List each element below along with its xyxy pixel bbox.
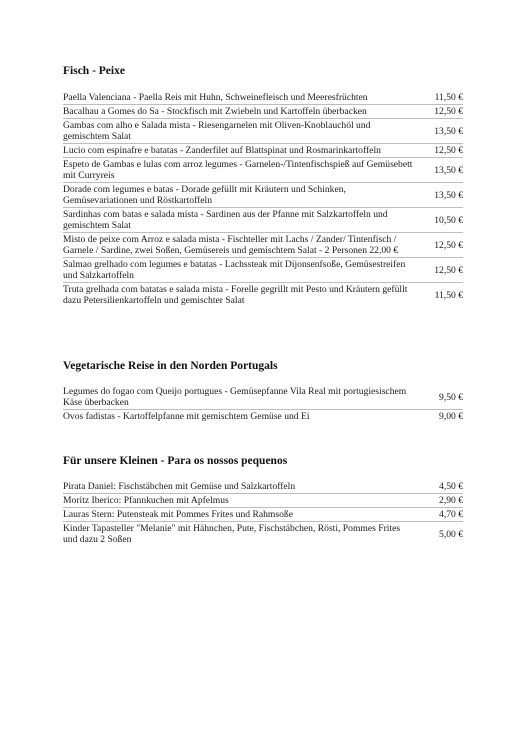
menu-item [63,104,463,118]
item-description: Bacalhau a Gomes do Sa - Stockfisch mit Zwiebeln und Kartoffeln überbacken [63,106,367,117]
menu-item [63,409,463,423]
item-description: Misto de peixe com Arroz e salada mista - Fischteller mit Lachs / Zander/ Tintenfisch / Garnele / Sardine, zwei Soßen, Gemüsereis und gemischtem Salat - 2 Personen 22,00 € [63,234,399,256]
menu-item [63,91,463,104]
item-price: 5,00 € [439,528,463,540]
item-description: Paella Valenciana - Paella Reis mit Huhn, Schweinefleisch und Meeresfrüchten [63,92,368,103]
section-kinder [63,454,463,546]
item-description: Salmao grelhado com legumes e batatas - Lachssteak mit Dijonsenfsoße, Gemüsestreifen und Salzkartoffeln [63,259,406,281]
section-title: Fisch - Peixe [63,65,125,77]
item-description: Ovos fadistas - Kartoffelpfanne mit gemischtem Gemüse und Ei [63,411,310,422]
item-description: Lauras Stern: Putensteak mit Pommes Frites und Rahmsoße [63,509,293,520]
section-title: Vegetarische Reise in den Norden Portugals [63,360,278,372]
item-price: 13,50 € [434,189,463,201]
item-description: Sardinhas com batas e salada mista - Sardinen aus der Pfanne mit Salzkartoffeln und gemischtem Salat [63,209,388,231]
item-description: Kinder Tapasteller "Melanie" mit Hähnchen, Pute, Fischstäbchen, Rösti, Pommes Frites und dazu 2 Soßen [63,523,401,545]
section-title: Für unsere Kleinen - Para os nossos pequenos [63,455,288,467]
item-description: Moritz Iberico: Pfannkuchen mit Apfelmus [63,495,229,506]
item-description: Gambas com alho e Salada mista - Riesengarnelen mit Oliven-Knoblauchöl und gemischtem Salat [63,120,371,142]
item-description: Legumes do fogao com Queijo portugues - Gemüsepfanne Vila Real mit portugiesischem Käse überbacken [63,386,407,408]
menu-item [63,385,463,409]
item-price: 11,50 € [434,92,463,103]
menu-item [63,157,463,182]
item-price: 4,70 € [439,509,463,520]
menu-item [63,232,463,257]
menu-item [63,521,463,546]
menu-item [63,493,463,507]
menu-item [63,143,463,157]
menu-item [63,282,463,307]
item-price: 13,50 € [434,125,463,137]
item-list [63,385,463,423]
item-price: 12,50 € [434,106,463,117]
item-price: 12,50 € [434,239,463,251]
item-list [63,480,463,546]
item-price: 12,50 € [434,145,463,156]
menu-item [63,480,463,493]
menu-item [63,207,463,232]
item-description: Pirata Daniel: Fischstäbchen mit Gemüse und Salzkartoffeln [63,481,296,492]
section-fisch [63,64,463,307]
item-list [63,91,463,307]
item-price: 9,50 € [439,391,463,403]
item-price: 12,50 € [434,264,463,276]
section-vegetarisch [63,359,463,423]
item-price: 9,00 € [439,411,463,422]
menu-item [63,257,463,282]
item-price: 2,90 € [439,495,463,506]
item-description: Lucio com espinafre e batatas - Zanderfilet auf Blattspinat und Rosmarinkartoffeln [63,145,381,156]
item-description: Dorade com legumes e batas - Dorade gefüllt mit Kräutern und Schinken, Gemüsevariationen und Röstkartoffeln [63,184,346,206]
item-description: Truta grelhada com batatas e salada mista - Forelle gegrillt mit Pesto und Kräutern gefüllt dazu Petersilienkartoffeln und gemischter Salat [63,284,408,306]
item-price: 11,50 € [434,289,463,301]
item-price: 10,50 € [434,214,463,226]
item-price: 4,50 € [439,481,463,492]
menu-item [63,507,463,521]
menu-item [63,182,463,207]
item-description: Espeto de Gambas e lulas com arroz legumes - Garnelen-/Tintenfischspieß auf Gemüsebett mit Curryreis [63,159,413,181]
menu-item [63,118,463,143]
item-price: 13,50 € [434,164,463,176]
